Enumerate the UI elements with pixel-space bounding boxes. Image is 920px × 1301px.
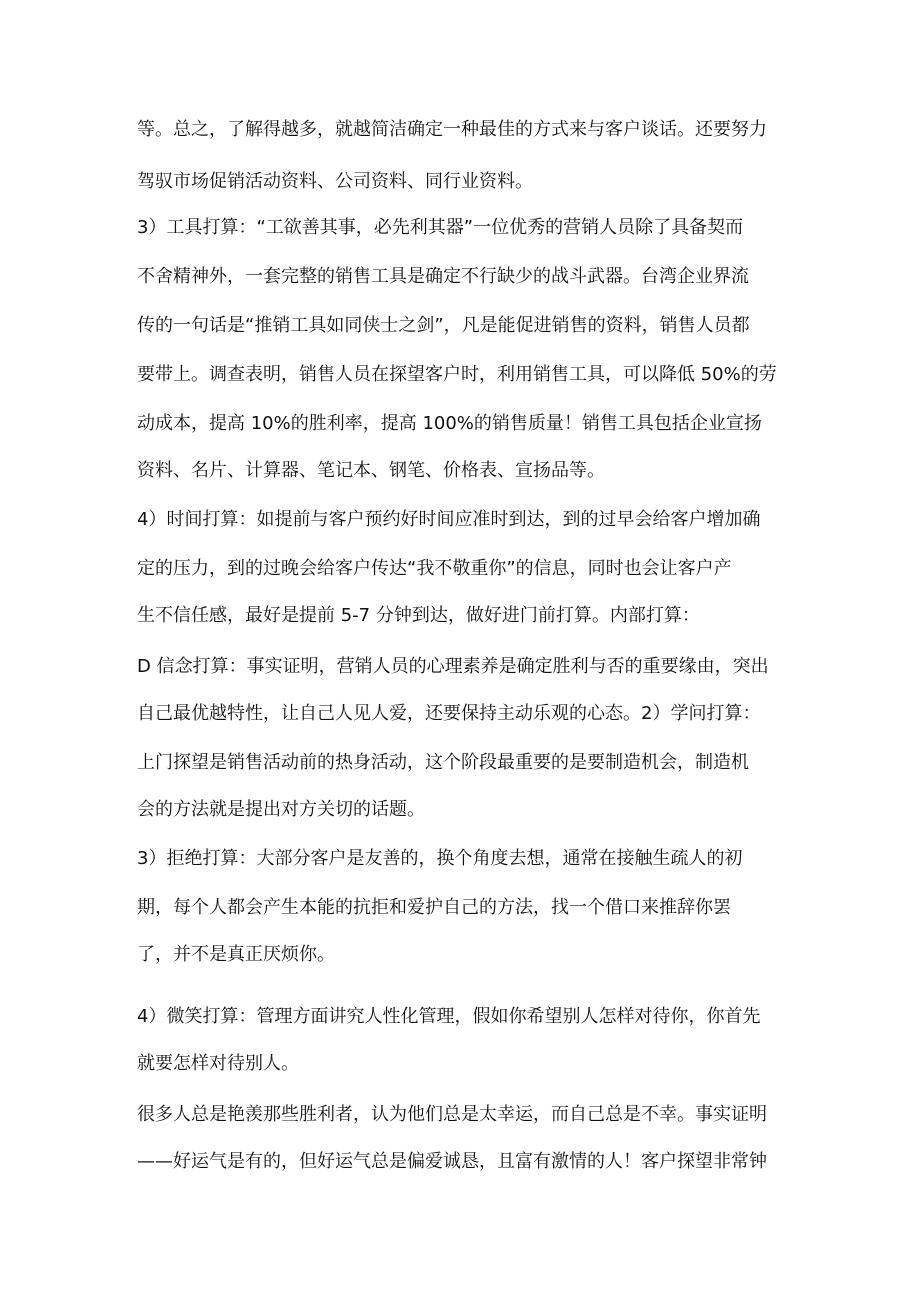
text-line: 传的一句话是“推销工具如同侠士之剑”，凡是能促进销售的资料，销售人员都	[137, 315, 750, 336]
text-line: 定的压力，到的过晚会给客户传达“我不敬重你”的信息，同时也会让客户产	[137, 558, 732, 579]
text-line: 会的方法就是提出对方关切的话题。	[137, 799, 425, 820]
text-line: 了，并不是真正厌烦你。	[137, 944, 335, 965]
text-line: 很多人总是艳羡那些胜利者，认为他们总是太幸运，而自己总是不幸。事实证明	[137, 1104, 767, 1125]
text-line: 期，每个人都会产生本能的抗拒和爱护自己的方法，找一个借口来推辞你罢	[137, 897, 731, 918]
text-line: 3）工具打算：“工欲善其事，必先利其器”一位优秀的营销人员除了具备契而	[137, 217, 744, 238]
text-line: 4）时间打算：如提前与客户预约好时间应准时到达，到的过早会给客户增加确	[137, 509, 761, 530]
text-line: 自己最优越特性，让自己人见人爱，还要保持主动乐观的心态。2）学问打算：	[137, 703, 761, 724]
text-line: ——好运气是有的，但好运气总是偏爱诚恳，且富有激情的人！客户探望非常钟	[137, 1151, 767, 1172]
text-line: 3）拒绝打算：大部分客户是友善的，换个角度去想，通常在接触生疏人的初	[137, 848, 743, 869]
text-line: 资料、名片、计算器、笔记本、钢笔、价格表、宣扬品等。	[137, 460, 605, 481]
text-line: 驾驭市场促销活动资料、公司资料、同行业资料。	[137, 171, 533, 192]
text-line: 不舍精神外，一套完整的销售工具是确定不行缺少的战斗武器。台湾企业界流	[137, 266, 749, 287]
text-line: 动成本，提高 10%的胜利率，提高 100%的销售质量！销售工具包括企业宣扬	[137, 413, 762, 434]
text-line: 生不信任感，最好是提前 5-7 分钟到达，做好进门前打算。内部打算：	[137, 605, 700, 626]
text-line: 要带上。调查表明，销售人员在探望客户时，利用销售工具，可以降低 50%的劳	[137, 364, 777, 385]
text-line: 上门探望是销售活动前的热身活动，这个阶段最重要的是要制造机会，制造机	[137, 752, 749, 773]
text-line: 4）微笑打算：管理方面讲究人性化管理，假如你希望别人怎样对待你，你首先	[137, 1006, 761, 1027]
text-line: 就要怎样对待别人。	[137, 1053, 299, 1074]
text-line: D 信念打算：事实证明，营销人员的心理素养是确定胜利与否的重要缘由，突出	[137, 656, 769, 677]
text-line: 等。总之，了解得越多，就越简洁确定一种最佳的方式来与客户谈话。还要努力	[137, 119, 767, 140]
